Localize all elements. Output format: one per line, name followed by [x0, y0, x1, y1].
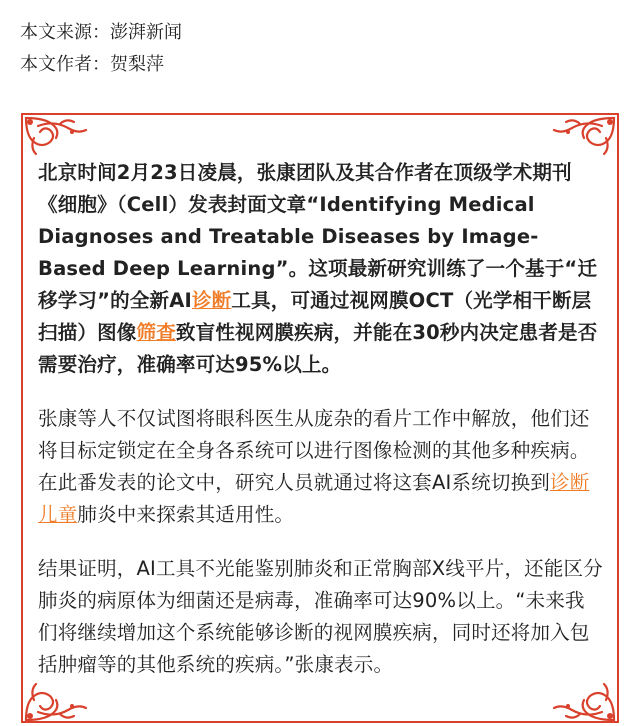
keyword-link-screening[interactable]: 筛查	[136, 321, 176, 344]
paragraph-1	[38, 157, 604, 381]
keyword-link-diagnosis[interactable]: 诊断	[191, 289, 232, 312]
keyword-link-child-diagnosis[interactable]: 诊断儿童	[38, 471, 590, 526]
paragraph-2-text: 张康等人不仅试图将眼科医生从庞杂的看片工作中解放，他们还将目标定锁定在全身各系统可以进行图像检测的其他多种疾病。在此番发表的论文中，研究人员就通过将这套AI系统切换到	[38, 407, 590, 494]
paragraph-1-text-2: 工具，可通过视网膜OCT（光学相干断层扫描）图像	[38, 289, 592, 344]
paragraph-2-text-2: 肺炎中来探索其适用性。	[77, 503, 295, 526]
article-source-line: 本文来源：澎湃新闻	[20, 22, 182, 43]
corner-ornament-icon	[552, 116, 616, 156]
paragraph-3	[38, 553, 604, 681]
paragraph-2	[38, 403, 604, 531]
paragraph-1-text: ，张康团队及其合作者在顶级学术期刊《细胞》（Cell）发表封面文章“Identifying Medical Diagnoses and Treatable Diseases by Image-Based Deep Learning”。这项最新研究训练了一个基于“迁移学习”的全新AI	[38, 161, 598, 312]
dateline: 北京时间2月23日凌晨	[38, 161, 237, 184]
article-body	[38, 157, 604, 703]
article-author-line: 本文作者：贺梨萍	[20, 54, 164, 75]
paragraph-1-text-3: 致盲性视网膜疾病，并能在30秒内决定患者是否需要治疗，准确率可达95%以上。	[38, 321, 598, 376]
corner-ornament-icon	[24, 116, 88, 156]
paragraph-3-text: 结果证明，AI工具不光能鉴别肺炎和正常胸部X线平片，还能区分肺炎的病原体为细菌还是病毒，准确率可达90%以上。“未来我们将继续增加这个系统能够诊断的视网膜疾病，同时还将加入包括肿瘤等的其他系统的疾病。”张康表示。	[38, 557, 603, 676]
